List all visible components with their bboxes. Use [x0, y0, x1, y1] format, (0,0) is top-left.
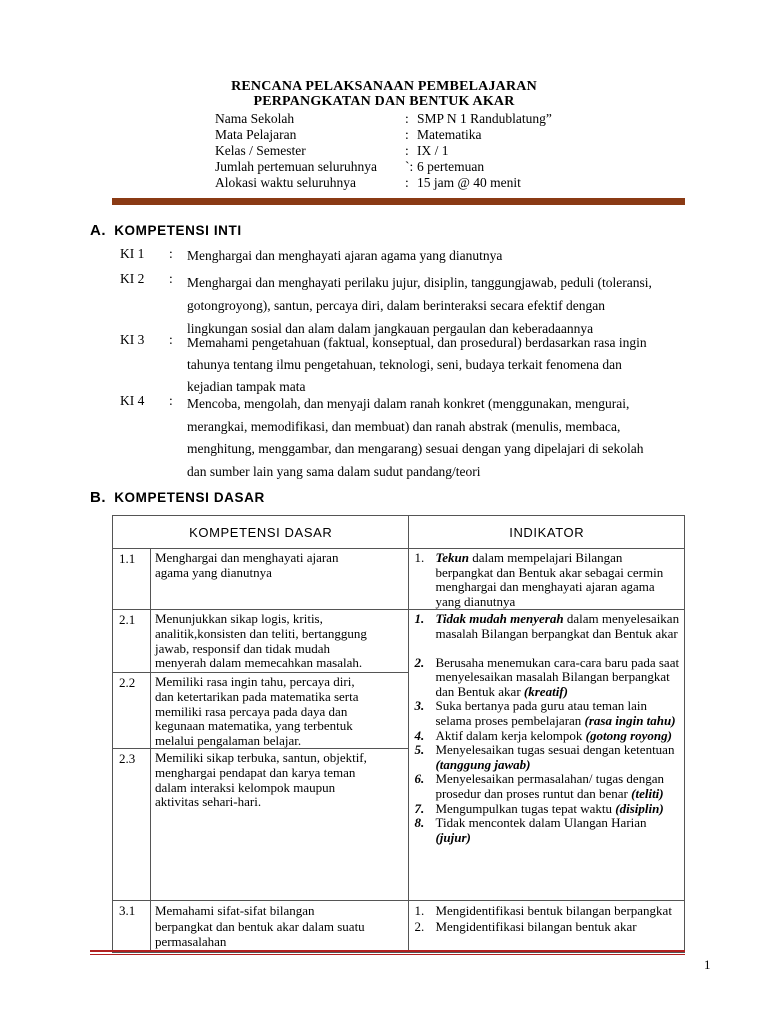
- indicator-number: 1.: [414, 611, 425, 627]
- meta-sep: :: [405, 143, 409, 158]
- footer-divider-thin: [90, 954, 685, 955]
- meta-row: [215, 159, 552, 175]
- header-kompetensi-dasar: KOMPETENSI DASAR: [113, 516, 409, 549]
- meta-row: [215, 143, 552, 159]
- indicator-number: 2.: [414, 919, 425, 935]
- indicator-number: 1.: [414, 903, 425, 919]
- meta-value: Matematika: [417, 127, 482, 142]
- indicator-number: 8.: [414, 815, 425, 831]
- doc-title-line1: RENCANA PELAKSANAAN PEMBELAJARAN: [231, 79, 537, 94]
- indicator-number: 6.: [414, 771, 425, 787]
- meta-row: [215, 127, 552, 143]
- indicator-cell: [409, 901, 685, 953]
- ki-code: KI 4: [120, 393, 145, 408]
- kd-line: Menghargai dan menghayati ajaran: [154, 550, 339, 565]
- meta-row: [215, 175, 552, 191]
- kd-line: permasalahan: [154, 934, 227, 950]
- indicator-rest: Mengumpulkan tugas tepat waktu: [435, 800, 616, 816]
- indicator-item: [414, 772, 680, 801]
- indicator-text: [435, 802, 663, 817]
- indicator-number: 7.: [414, 800, 425, 816]
- kd-line: Memiliki sikap terbuka, santun, objektif,: [154, 750, 367, 766]
- kd-number: 3.1: [113, 901, 151, 953]
- section-letter: B.: [90, 489, 107, 506]
- indicator-cell: [409, 610, 685, 901]
- indicator-item: [414, 802, 680, 817]
- section-letter: A.: [90, 222, 107, 239]
- ki-colon: :: [169, 271, 173, 286]
- kd-line: kegunaan matematika, yang terbentuk: [154, 718, 353, 734]
- indicator-spacer: [414, 642, 680, 656]
- indicator-emphasis: (rasa ingin tahu): [584, 712, 676, 728]
- section-a-heading: [90, 222, 242, 239]
- indicator-text: [435, 816, 680, 845]
- kd-line: Menunjukkan sikap logis, kritis,: [154, 611, 323, 627]
- header-indikator: INDIKATOR: [409, 516, 685, 549]
- indicator-text: [435, 699, 680, 728]
- header-divider: [112, 198, 685, 205]
- indicator-text: [435, 743, 680, 772]
- meta-label: Jumlah pertemuan seluruhnya: [215, 159, 377, 174]
- meta-label: Alokasi waktu seluruhnya: [215, 175, 356, 190]
- ki-line: tahunya tentang ilmu pengetahuan, teknologi, seni, budaya terkait fenomena dan: [187, 357, 622, 372]
- kd-line: melalui pengalaman belajar.: [154, 732, 302, 748]
- indicator-emphasis: (tanggung jawab): [435, 756, 531, 772]
- indicator-text: [435, 772, 680, 801]
- indicator-number: 3.: [414, 698, 425, 714]
- indicator-rest: dalam mempelajari Bilangan berpangkat dan Bentuk akar sebagai cermin menghargai dan menghayati ajaran agama yang dianutnya: [435, 550, 664, 609]
- meta-row: [215, 111, 552, 127]
- section-b-heading: [90, 489, 265, 506]
- indicator-item: [414, 612, 680, 641]
- indicator-text: [435, 656, 680, 700]
- indicator-number: 1.: [414, 550, 425, 565]
- ki-line: Mencoba, mengolah, dan menyaji dalam ranah konkret (menggunakan, mengurai,: [187, 396, 630, 411]
- indicator-emphasis: (kreatif): [523, 683, 568, 699]
- section-title: KOMPETENSI INTI: [114, 223, 242, 238]
- ki-code: KI 3: [120, 332, 145, 347]
- kd-number: 2.3: [113, 749, 151, 901]
- indicator-number: 4.: [414, 727, 425, 743]
- meta-value: 6 pertemuan: [417, 159, 485, 174]
- indicator-cell: [409, 549, 685, 610]
- meta-value: 15 jam @ 40 menit: [417, 175, 521, 190]
- table-row: [113, 901, 685, 953]
- kd-text: [150, 749, 409, 901]
- identity-block: [215, 111, 552, 191]
- kd-line: agama yang dianutnya: [154, 564, 272, 580]
- kd-text: [150, 901, 409, 953]
- kd-line: Memahami sifat-sifat bilangan: [154, 903, 315, 919]
- indicator-text: Mengidentifikasi bentuk bilangan berpangkat: [435, 903, 672, 919]
- kd-line: aktivitas sehari-hari.: [154, 794, 262, 810]
- meta-value: SMP N 1 Randublatung”: [417, 111, 552, 126]
- kd-line: berpangkat dan bentuk akar dalam suatu: [154, 918, 365, 934]
- ki-code: KI 2: [120, 271, 145, 286]
- kd-number: 2.1: [113, 610, 151, 673]
- indicator-text: [435, 551, 680, 609]
- indicator-item: [414, 551, 680, 609]
- kd-line: Memiliki rasa ingin tahu, percaya diri,: [154, 674, 355, 690]
- indicator-item: [414, 743, 680, 772]
- meta-label: Kelas / Semester: [215, 143, 306, 158]
- indicator-item: [414, 729, 680, 744]
- ki-line: merangkai, memodifikasi, dan membuat) dan ranah abstrak (menulis, membaca,: [187, 418, 621, 434]
- meta-sep: :: [405, 111, 409, 126]
- indicator-rest: Suka bertanya pada guru atau teman lain selama proses pembelajaran: [435, 698, 647, 728]
- table-header-row: [113, 516, 685, 549]
- kd-text: [150, 673, 409, 749]
- table-row: [113, 610, 685, 673]
- section-title: KOMPETENSI DASAR: [114, 490, 265, 505]
- doc-title-line2: PERPANGKATAN DAN BENTUK AKAR: [253, 94, 515, 109]
- ki-line: Memahami pengetahuan (faktual, konseptual, dan prosedural) berdasarkan rasa ingin: [187, 335, 647, 350]
- indicator-emphasis: Tekun: [435, 550, 469, 565]
- meta-sep: :: [405, 127, 409, 142]
- ki-text: [187, 332, 707, 398]
- indicator-emphasis: Tidak mudah menyerah: [435, 611, 564, 627]
- kd-number: 1.1: [113, 549, 151, 610]
- indicator-item: [414, 699, 680, 728]
- kd-line: analitik,konsisten dan teliti, bertanggung: [154, 625, 367, 641]
- page-number: 1: [704, 957, 711, 972]
- meta-label: Nama Sekolah: [215, 111, 295, 126]
- kd-line: memiliki rasa percaya pada daya dan: [154, 703, 348, 719]
- indicator-rest: dalam menyelesaikan masalah Bilangan berpangkat dan Bentuk akar: [435, 611, 680, 641]
- meta-sep: :: [405, 175, 409, 190]
- ki-colon: :: [169, 246, 173, 261]
- kompetensi-dasar-table: [112, 515, 685, 953]
- indicator-rest: Berusaha menemukan cara-cara baru pada saat menyelesaikan masalah Bilangan berpangkat dan Bentuk akar: [435, 654, 680, 699]
- ki-line: lingkungan sosial dan alam dalam jangkauan pergaulan dan keberadaannya: [187, 321, 594, 336]
- indicator-rest: Menyelesaikan permasalahan/ tugas dengan prosedur dan proses runtut dan benar: [435, 771, 664, 801]
- indicator-text: [435, 729, 672, 744]
- ki-text: [187, 393, 707, 483]
- kd-line: dalam interaksi kelompok maupun: [154, 779, 336, 795]
- indicator-emphasis: (teliti): [631, 785, 664, 801]
- indicator-number: 2.: [414, 654, 425, 670]
- ki-text: [187, 271, 707, 340]
- ki-line: gotongroyong), santun, percaya diri, dalam berinteraksi secara efektif dengan: [187, 298, 605, 313]
- indicator-text: Mengidentifikasi bilangan bentuk akar: [435, 919, 637, 935]
- ki-line: dan sumber lain yang sama dalam sudut pandang/teori: [187, 463, 481, 479]
- indicator-emphasis: (disiplin): [615, 800, 664, 816]
- ki-line: kejadian tampak mata: [187, 379, 306, 394]
- indicator-emphasis: (gotong royong): [585, 727, 672, 743]
- kd-line: jawab, responsif dan tidak mudah: [154, 640, 331, 656]
- meta-label: Mata Pelajaran: [215, 127, 297, 142]
- kd-line: menyerah dalam memecahkan masalah.: [154, 655, 363, 671]
- indicator-rest: Menyelesaikan tugas sesuai dengan ketentuan: [435, 742, 675, 758]
- indicator-rest: Tidak mencontek dalam Ulangan Harian: [435, 815, 647, 831]
- ki-line: Menghargai dan menghayati ajaran agama yang dianutnya: [187, 248, 503, 263]
- indicator-item: [414, 903, 680, 919]
- ki-code: KI 1: [120, 246, 145, 261]
- table-row: [113, 549, 685, 610]
- indicator-emphasis: (jujur): [435, 829, 471, 845]
- indicator-text: [435, 612, 680, 641]
- ki-text: [187, 246, 707, 266]
- ki-colon: :: [169, 332, 173, 347]
- indicator-item: [414, 656, 680, 700]
- indicator-number: 5.: [414, 742, 425, 758]
- kd-number: 2.2: [113, 673, 151, 749]
- kd-text: [150, 610, 409, 673]
- indicator-rest: Aktif dalam kerja kelompok: [435, 727, 586, 743]
- indicator-item: [414, 919, 680, 935]
- kd-line: menghargai pendapat dan karya teman: [154, 764, 356, 780]
- ki-colon: :: [169, 393, 173, 408]
- ki-line: menghitung, menggambar, dan mengarang) sesuai dengan yang dipelajari di sekolah: [187, 441, 644, 456]
- indicator-item: [414, 816, 680, 845]
- meta-value: IX / 1: [417, 143, 449, 158]
- ki-line: Menghargai dan menghayati perilaku jujur, disiplin, tanggungjawab, peduli (toleransi,: [187, 275, 652, 290]
- kd-text: [150, 549, 409, 610]
- kd-line: dan ketertarikan pada matematika serta: [154, 688, 359, 704]
- meta-sep: `:: [405, 159, 414, 174]
- footer-divider: [90, 950, 685, 952]
